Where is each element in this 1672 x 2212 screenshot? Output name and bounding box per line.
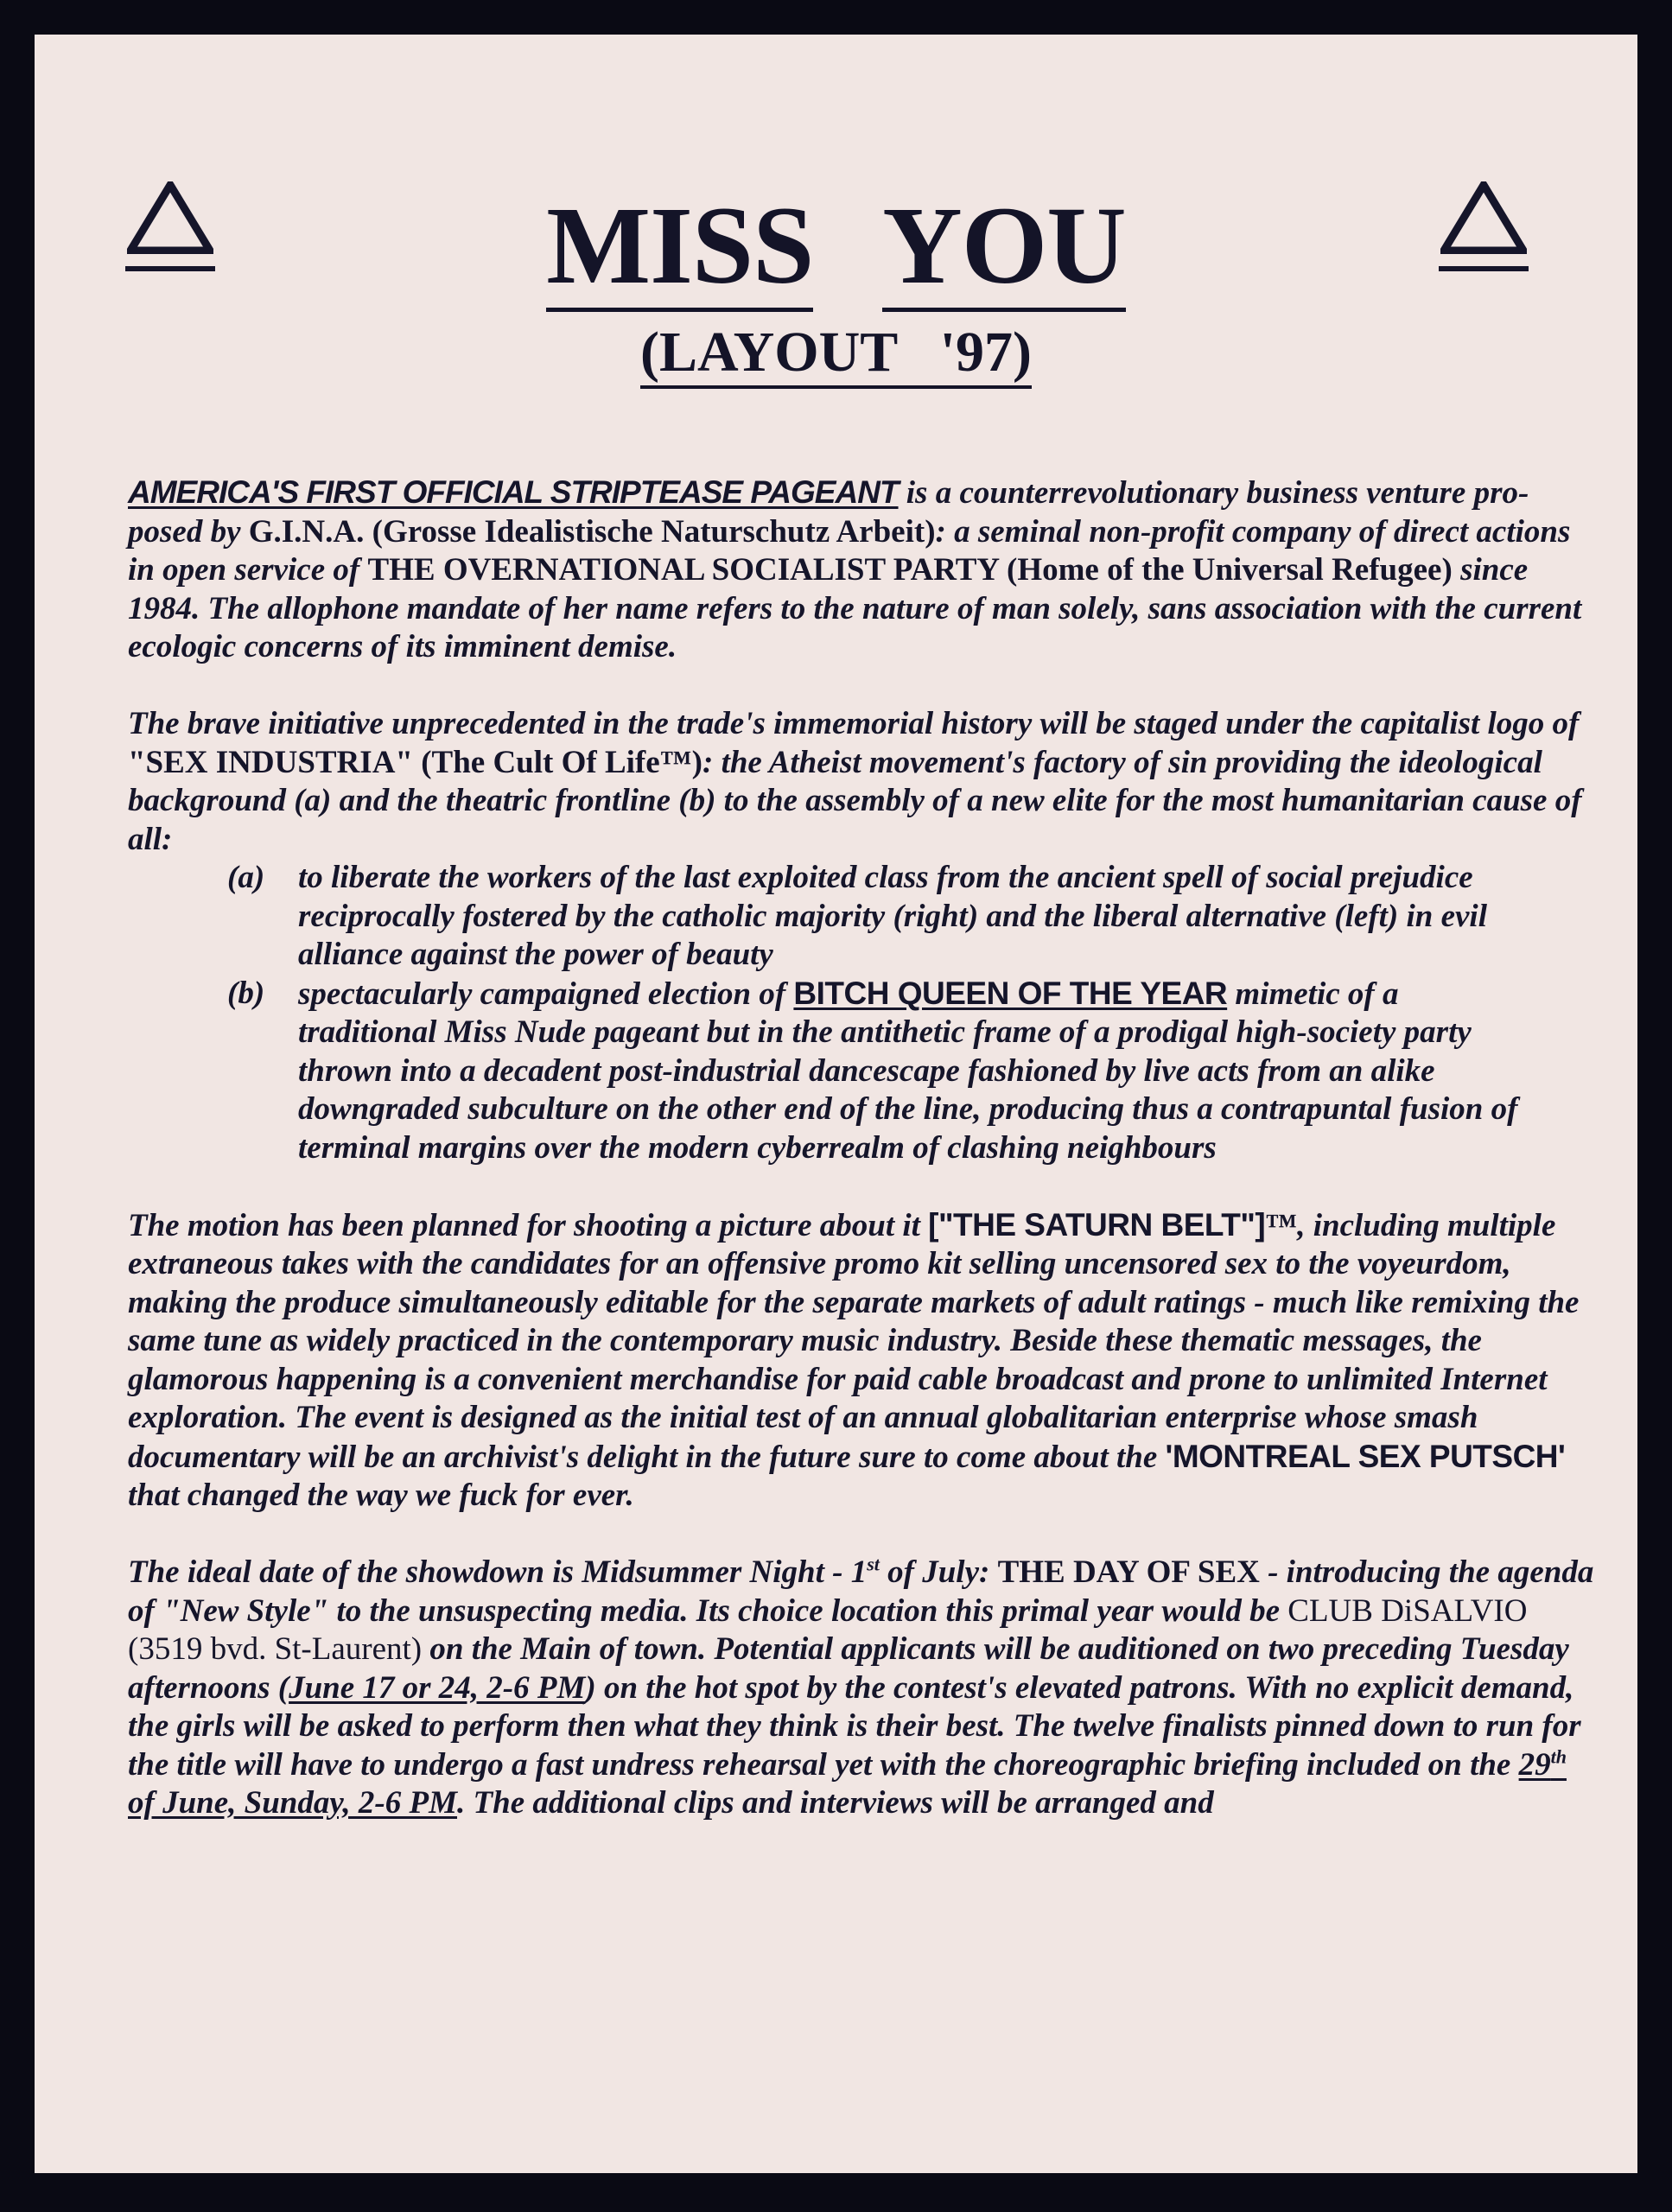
paragraph-4 — [128, 1554, 1597, 1823]
page-title — [35, 184, 1637, 312]
sex-industria-logo: "SEX INDUSTRIA" (The Cult Of Life™) — [128, 744, 702, 780]
subtitle-text: (LAYOUT '97) — [640, 321, 1032, 389]
paragraph-3 — [128, 1206, 1597, 1516]
day-of-sex: THE DAY OF SEX — [997, 1554, 1260, 1590]
list-item-text-part: mimetic of a traditional Miss Nude pageant but in the antithetic frame of a prodigal high-society party thrown into a decadent post-industrial dancescape fashioned by live acts from an alike downgraded subculture on the other end of the line, producing thus a contrapuntal fusion of terminal margins over the modern cyberrealm of clashing neighbours — [298, 976, 1518, 1166]
pageant-heading: AMERICA'S FIRST OFFICIAL STRIPTEASE PAGEANT — [128, 474, 899, 510]
list-item-b — [227, 975, 1597, 1168]
trademark-symbol: ™ — [1265, 1207, 1298, 1243]
list-item-text — [298, 975, 1597, 1168]
list-marker: (b) — [227, 975, 265, 1011]
montreal-sex-putsch: 'MONTREAL SEX PUTSCH' — [1165, 1438, 1566, 1474]
document-body — [128, 474, 1597, 1823]
party-name: THE OVERNATIONAL SOCIALIST PARTY (Home of the Universal Refugee) — [367, 552, 1453, 588]
list-marker: (a) — [227, 860, 265, 895]
club-location: CLUB DiSALVIO (3519 bvd. St-Laurent) — [128, 1592, 1528, 1667]
paragraph-text: since 1984. The allophone mandate of her name refers to the nature of man solely, sans association with the current ecologic concerns of its imminent demise. — [128, 552, 1582, 664]
list-item-text-part: spectacularly campaigned election of — [298, 976, 794, 1012]
paragraph-text: - introducing the agenda of "New Style" to the unsuspecting media. Its choice location this primal year would be — [128, 1554, 1594, 1629]
bitch-queen-title: BITCH QUEEN OF THE YEAR — [793, 975, 1228, 1011]
paragraph-text: The brave initiative unprecedented in the trade's immemorial history will be staged under the capitalist logo of — [128, 706, 1580, 741]
paragraph-text: . The additional clips and interviews will be arranged and — [457, 1785, 1214, 1821]
rehearsal-rest: of June, Sunday, 2-6 PM — [128, 1785, 458, 1821]
rehearsal-day: 29 — [1518, 1746, 1551, 1783]
audition-dates: June 17 or 24, 2-6 PM — [289, 1669, 586, 1706]
paragraph-text: The motion has been planned for shooting a picture about it — [128, 1207, 929, 1243]
paragraph-text: on the Main of town. Potential applicants will be auditioned on two preceding Tuesday afternoons ( — [128, 1631, 1569, 1706]
paragraph-2 — [128, 705, 1597, 859]
page-subtitle — [35, 321, 1637, 384]
ordinal-suffix: th — [1550, 1745, 1567, 1768]
document-page — [35, 35, 1637, 2173]
paragraph-text: that changed the way we fuck for ever. — [128, 1478, 634, 1513]
paragraph-text: : a seminal non-profit company of direct actions in open service of — [128, 513, 1571, 588]
saturn-belt-title: ["THE SATURN BELT"] — [928, 1206, 1266, 1243]
paragraph-text: : the Atheist movement's factory of sin providing the ideological background (a) and the theatric frontline (b) to the assembly of a new elite for the most humanitarian cause of all: — [128, 744, 1582, 857]
paragraph-text: of July: — [879, 1554, 998, 1590]
list-item-text: to liberate the workers of the last exploited class from the ancient spell of social prejudice reciprocally fostered by the catholic majority (right) and the liberal alternative (left) in evil alliance against the power of beauty — [298, 860, 1487, 972]
title-word-miss: MISS — [546, 190, 813, 312]
paragraph-text: is a counterrevolutionary business venture pro-posed by — [128, 475, 1529, 550]
organization-name: G.I.N.A. (Grosse Idealistische Naturschutz Arbeit) — [248, 513, 936, 550]
ordinal-suffix: st — [867, 1553, 880, 1575]
title-word-you: YOU — [882, 190, 1125, 312]
list-item-a — [227, 859, 1597, 975]
paragraph-text: ) on the hot spot by the contest's elevated patrons. With no explicit demand, the girls will be asked to perform then what they think is their best. The twelve finalists pinned down to run for the title will have to undergo a fast undress rehearsal yet with the choreographic briefing included on the — [128, 1669, 1581, 1783]
paragraph-text: The ideal date of the showdown is Midsummer Night - 1 — [128, 1554, 868, 1590]
paragraph-text: , including multiple extraneous takes with the candidates for an offensive promo kit selling uncensored sex to the voyeurdom, making the produce simultaneously editable for the separate markets of adult ratings - much like remixing the same tune as widely practiced in the contemporary music industry. Beside these thematic messages, the glamorous happening is a convenient merchandise for paid cable broadcast and prone to unlimited Internet exploration. The event is designed as the initial test of an annual globalitarian enterprise whose smash documentary will be an archivist's delight in the future sure to come about the — [128, 1207, 1580, 1475]
paragraph-1 — [128, 474, 1597, 667]
